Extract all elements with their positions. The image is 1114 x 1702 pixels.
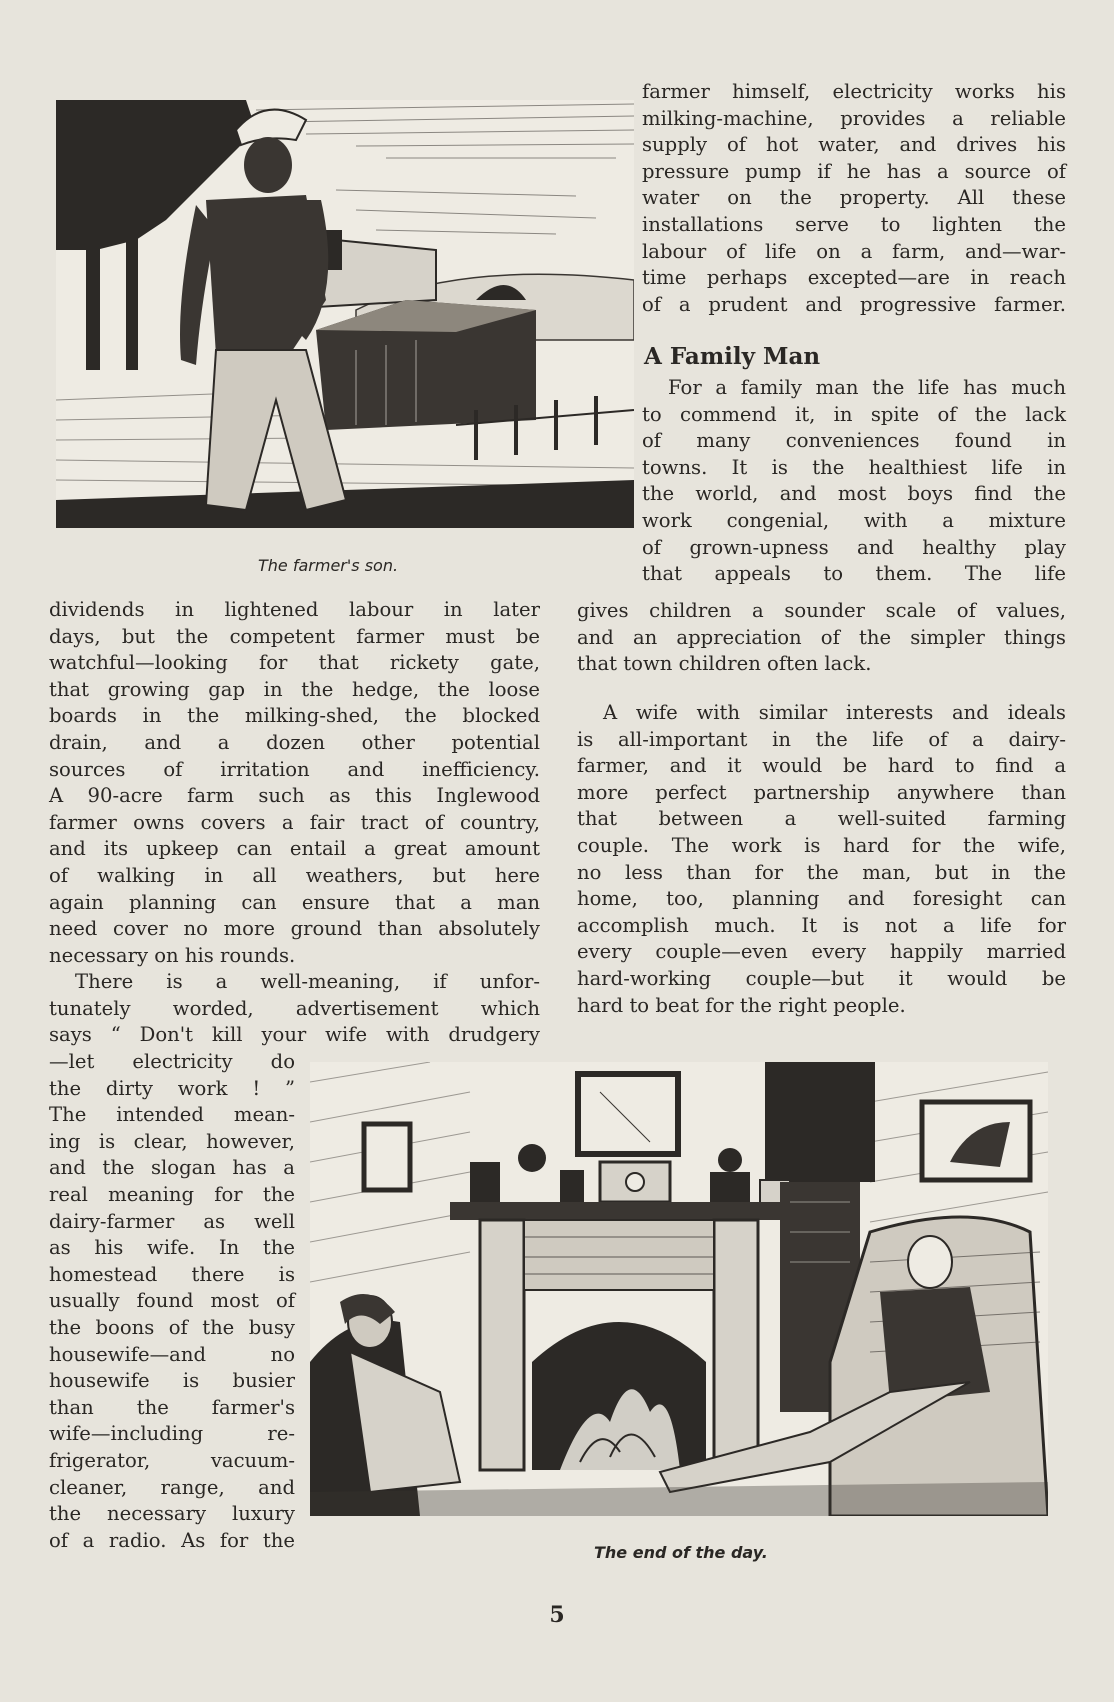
text-line: that growing gap in the hedge, the loose (49, 677, 540, 701)
text-line: real meaning for the (49, 1182, 295, 1206)
text-line: A wife with similar interests and ideals (603, 701, 1066, 724)
advertisement-paragraph (49, 969, 540, 1049)
text-line: tunately worded, advertisement which (49, 996, 540, 1020)
text-line: —let electricity do (49, 1050, 295, 1073)
text-line: days, but the competent farmer must be (49, 624, 540, 648)
text-line: gives children a sounder scale of values, (577, 599, 1066, 622)
text-line: of a prudent and progressive farmer. (642, 292, 1066, 316)
farmer-son-caption: The farmer's son. (258, 556, 399, 575)
fireside-caption: The end of the day. (594, 1543, 768, 1562)
text-line: time perhaps excepted—are in reach (642, 266, 1066, 290)
text-line: dairy-farmer as well (49, 1209, 295, 1233)
text-line: that appeals to them. The life (642, 562, 1066, 586)
text-line: couple. The work is hard for the wife, (577, 833, 1066, 857)
left-column-text (49, 597, 540, 969)
family-man-text-continued (577, 598, 1066, 678)
text-line: and the slogan has a (49, 1156, 295, 1180)
text-line: farmer, and it would be hard to find a (577, 754, 1066, 778)
text-line: is all-important in the life of a dairy- (577, 727, 1066, 751)
text-line: necessary on his rounds. (49, 943, 296, 967)
wife-paragraph (577, 700, 1066, 1019)
text-line: watchful—looking for that rickety gate, (49, 651, 540, 675)
text-line: dividends in lightened labour in later (49, 598, 540, 621)
text-line: housewife is busier (49, 1369, 295, 1393)
text-line: the dirty work ! ” (49, 1076, 295, 1100)
text-line: of a radio. As for the (49, 1528, 295, 1552)
text-line: sources of irritation and inefficiency. (49, 757, 540, 781)
text-line: The intended mean- (49, 1103, 295, 1127)
text-line: the boons of the busy (49, 1315, 295, 1339)
text-line: homestead there is (49, 1262, 295, 1286)
text-line: every couple—even every happily married (577, 940, 1066, 964)
text-line: drain, and a dozen other potential (49, 730, 540, 754)
text-line: no less than for the man, but in the (577, 860, 1066, 884)
text-line: housewife—and no (49, 1342, 295, 1366)
text-line: that town children often lack. (577, 652, 872, 676)
text-line: says “ Don't kill your wife with drudgery (49, 1023, 540, 1047)
text-line: the necessary luxury (49, 1502, 295, 1526)
fireside-illustration (310, 1062, 1048, 1516)
text-line: hard-working couple—but it would be (577, 966, 1066, 990)
text-line: that between a well-suited farming (577, 807, 1066, 831)
text-line: and its upkeep can entail a great amount (49, 837, 540, 861)
text-line: and an appreciation of the simpler things (577, 625, 1066, 649)
text-line: home, too, planning and foresight can (577, 887, 1066, 911)
text-line: of walking in all weathers, but here (49, 863, 540, 887)
text-line: more perfect partnership anywhere than (577, 780, 1066, 804)
section-heading: A Family Man (644, 343, 821, 370)
left-narrow-column-text (49, 1049, 295, 1554)
text-line: There is a well-meaning, if unfor- (75, 970, 540, 993)
right-column-top-text (642, 79, 1066, 318)
page-number: 5 (549, 1602, 565, 1628)
text-line: the world, and most boys find the (642, 482, 1066, 506)
text-line: frigerator, vacuum- (49, 1448, 295, 1472)
text-line: hard to beat for the right people. (577, 993, 906, 1017)
text-line: accomplish much. It is not a life for (577, 913, 1066, 937)
farmer-son-illustration (56, 100, 634, 528)
text-line: installations serve to lighten the (642, 212, 1066, 236)
text-line: work congenial, with a mixture (642, 508, 1066, 532)
text-line: again planning can ensure that a man (49, 890, 540, 914)
text-line: of many conveniences found in (642, 429, 1066, 453)
text-line: boards in the milking-shed, the blocked (49, 704, 540, 728)
text-line: supply of hot water, and drives his (642, 133, 1066, 157)
text-line: ing is clear, however, (49, 1129, 295, 1153)
text-line: labour of life on a farm, and—war- (642, 239, 1066, 263)
text-line: need cover no more ground than absolutely (49, 917, 540, 941)
text-line: wife—including re- (49, 1422, 295, 1446)
text-line: usually found most of (49, 1289, 295, 1313)
text-line: towns. It is the healthiest life in (642, 455, 1066, 479)
text-line: water on the property. All these (642, 186, 1066, 210)
text-line: farmer owns covers a fair tract of country, (49, 810, 540, 834)
family-man-text (642, 375, 1066, 588)
text-line: as his wife. In the (49, 1236, 295, 1260)
text-line: A 90-acre farm such as this Inglewood (49, 784, 540, 808)
text-line: pressure pump if he has a source of (642, 159, 1066, 183)
text-line: For a family man the life has much (668, 376, 1066, 399)
text-line: than the farmer's (49, 1395, 295, 1419)
text-line: of grown-upness and healthy play (642, 535, 1066, 559)
text-line: to commend it, in spite of the lack (642, 402, 1066, 426)
text-line: milking-machine, provides a reliable (642, 106, 1066, 130)
text-line: farmer himself, electricity works his (642, 80, 1066, 103)
text-line: cleaner, range, and (49, 1475, 295, 1499)
